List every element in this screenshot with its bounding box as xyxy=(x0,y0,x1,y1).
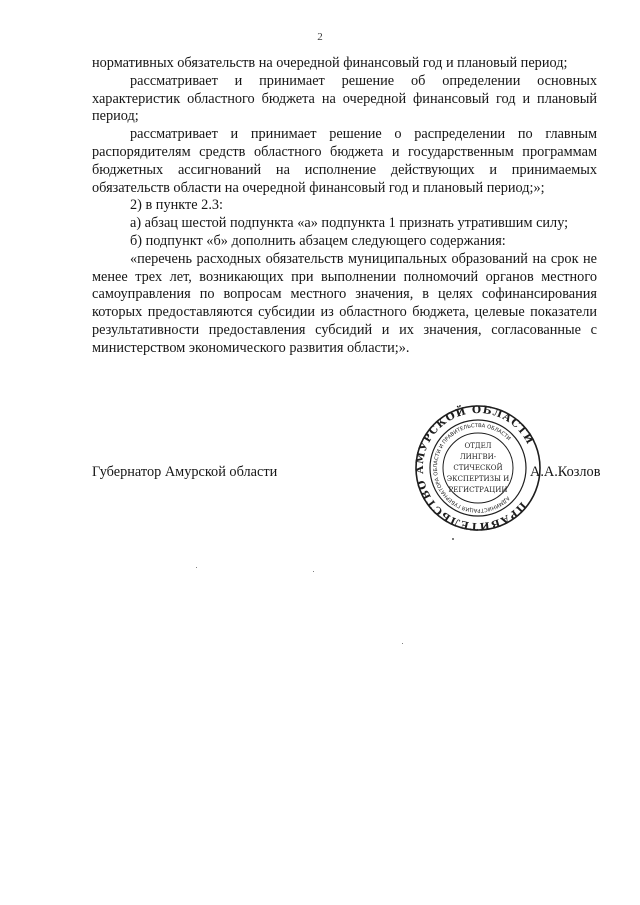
scan-speck xyxy=(196,567,197,568)
body-paragraph: а) абзац шестой подпункта «а» подпункта 1 признать утратившим силу; xyxy=(130,215,569,232)
body-paragraph: рассматривает и принимает решение о распределении по главным распорядителям средств областного бюджета и государственным программам бюджетных ассигнований на исполнение действующих и принимаемых обязательств области на очередной финансовый год и плановый период;»; xyxy=(92,126,597,196)
scan-speck xyxy=(402,643,403,644)
body-paragraph: 2) в пункте 2.3: xyxy=(130,197,224,214)
scan-speck xyxy=(313,571,314,572)
official-seal-stamp xyxy=(414,404,542,532)
document-body xyxy=(92,55,597,358)
page-number: 2 xyxy=(317,31,323,43)
stamp-center-line: СТИЧЕСКОЙ xyxy=(453,464,503,472)
stamp-center-line: ЭКСПЕРТИЗЫ И xyxy=(446,475,510,483)
stamp-outer-text: ПРАВИТЕЛЬСТВО АМУРСКОЙ ОБЛАСТИ xyxy=(414,404,537,532)
stamp-center-line: ОТДЕЛ xyxy=(464,442,492,450)
stamp-center-line: РЕГИСТРАЦИИ xyxy=(448,486,508,494)
stamp-center-line: ЛИНГВИ- xyxy=(459,453,497,461)
signature-name: А.А.Козлов xyxy=(530,464,601,480)
stamp-inner-text: АДМИНИСТРАЦИЯ ГУБЕРНАТОРА ОБЛАСТИ И ПРАВИТЕЛЬСТВА ОБЛАСТИ xyxy=(432,422,512,514)
signature-title: Губернатор Амурской области xyxy=(92,464,278,480)
body-paragraph: б) подпункт «б» дополнить абзацем следующего содержания: xyxy=(130,232,506,249)
body-paragraph: «перечень расходных обязательств муниципальных образований на срок не менее трех лет, возникающих при выполнении полномочий органов местного самоуправления по вопросам местного значения, в целях софинансирования которых предоставляются субсидии из областного бюджета, целевые показатели результативности предоставления субсидий и их значения, согласованные с министерством экономического развития области;». xyxy=(92,250,597,356)
body-paragraph: нормативных обязательств на очередной финансовый год и плановый период; xyxy=(92,55,568,71)
body-paragraph: рассматривает и принимает решение об определении основных характеристик областного бюджета на очередной финансовый год и плановый период; xyxy=(92,72,597,125)
scan-speck xyxy=(452,538,454,540)
